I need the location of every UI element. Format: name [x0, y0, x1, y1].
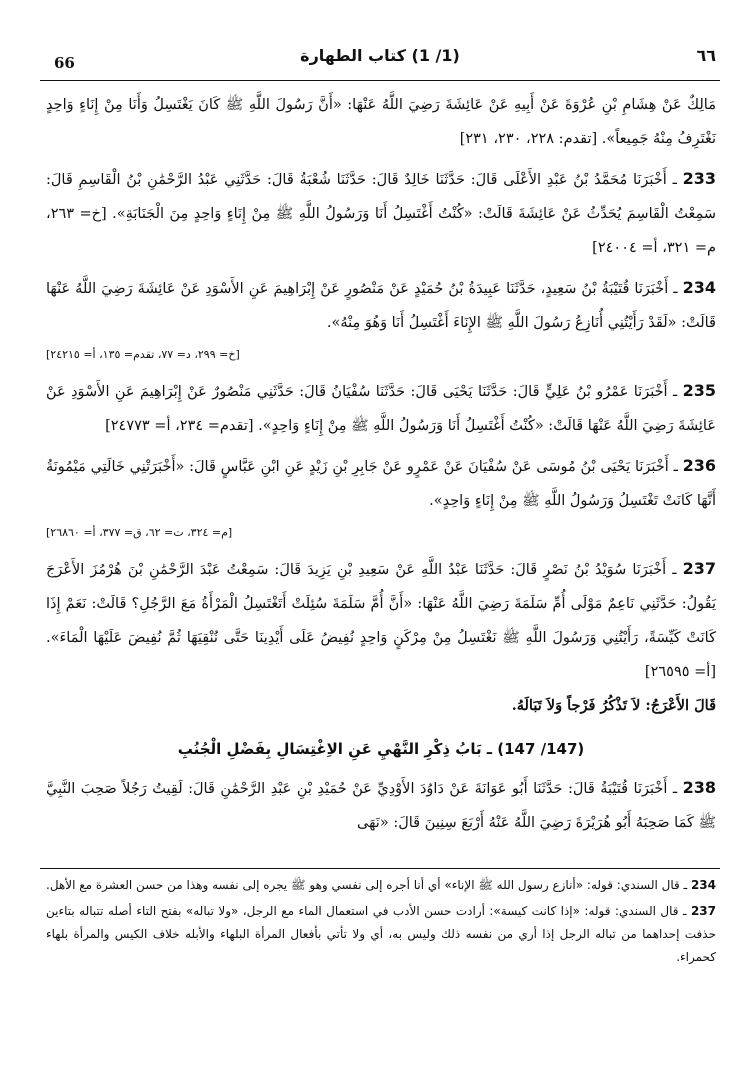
footnote-text: ـ قال السندي: قوله: «إذا كانت كيسة»: أرادت حسن الأدب في استعمال الماء مع الرجل، «ولا تباله» بفتح التاء أصله تتباله بتاءين حذفت إحداهما من تباله الرجل إذا أري من نفسه ذلك وليس به، أي ولا تأتي بأفعال المرأة البلهاء والأبله خلاف الكيس والمرأة بلهاء كحمراء.	[46, 904, 716, 964]
running-title: (1/ 1) كتاب الطهارة	[300, 46, 460, 65]
hadith-reference: [خ= ٢٩٩، د= ٧٧، تقدم= ١٣٥، أ= ٢٤٢١٥]	[46, 348, 240, 361]
hadith-237	[46, 552, 716, 689]
header-rule	[40, 80, 720, 81]
hadith-reference: [م= ٣٢٤، ت= ٦٢، ق= ٣٧٧، أ= ٢٦٨٦٠]	[46, 526, 233, 539]
hadith-233	[46, 162, 716, 265]
footnote-number: 237	[690, 904, 716, 918]
hadith-number: 235	[682, 381, 717, 400]
hadith-number: 234	[682, 278, 716, 297]
hadith-text: ـ أَخْبَرَنَا قُتَيْبَةُ قَالَ: حَدَّثَنَا أَبُو عَوَانَةَ عَنْ دَاوُدَ الأَوْدِيِّ عَنْ حُمَيْدِ بْنِ عَبْدِ الرَّحْمَٰنِ قَالَ: لَقِيتُ رَجُلاً صَحِبَ النَّبِيَّ ﷺ كَمَا صَحِبَهُ أَبُو هُرَيْرَةَ رَضِيَ اللَّهُ عَنْهُ أَرْبَعَ سِنِينَ قَالَ: «نَهَى	[46, 781, 716, 831]
hadith-note: قَالَ الأَعْرَجُ: لاَ تَذْكُرُ فَرْجاً وَلاَ تَبَالَهُ.	[511, 697, 716, 714]
continuation-paragraph: مَالِكٌ عَنْ هِشَامِ بْنِ عُرْوَةَ عَنْ أَبِيهِ عَنْ عَائِشَةَ رَضِيَ اللَّهُ عَنْهَا: «أَنَّ رَسُولَ اللَّهِ ﷺ كَانَ يَغْتَسِلُ وَأَنَا مِنْ إِنَاءٍ وَاحِدٍ نَغْتَرِفُ مِنْهُ جَمِيعاً». [تقدم: ٢٢٨، ٢٣٠، ٢٣١]	[46, 97, 716, 147]
footnote-rule	[40, 868, 720, 869]
hadith-text: ـ أَخْبَرَنَا مُحَمَّدُ بْنُ عَبْدِ الأَعْلَى قَالَ: حَدَّثَنَا خَالِدٌ قَالَ: حَدَّثَنَا شُعْبَةُ قَالَ: حَدَّثَنِي عَبْدُ الرَّحْمَٰنِ بْنُ الْقَاسِمِ قَالَ: سَمِعْتُ الْقَاسِمَ يُحَدِّثُ عَنْ عَائِشَةَ قَالَتْ: «كُنْتُ أَغْتَسِلُ أَنَا وَرَسُولُ اللَّهِ ﷺ مِنْ إِنَاءٍ وَاحِدٍ مِنَ الْجَنَابَةِ». [خ= ٢٦٣، م= ٣٢١، أ= ٢٤٠٠٤]	[46, 172, 716, 256]
hadith-text: ـ أَخْبَرَنَا يَحْيَى بْنُ مُوسَى عَنْ سُفْيَانَ عَنْ عَمْرٍو عَنْ جَابِرِ بْنِ زَيْدٍ عَنِ ابْنِ عَبَّاسٍ قَالَ: «أَخْبَرَتْنِي خَالَتِي مَيْمُونَةُ أَنَّهَا كَانَتْ تَغْتَسِلُ وَرَسُولُ اللَّهِ ﷺ مِنْ إِنَاءٍ وَاحِدٍ».	[46, 459, 716, 509]
footnotes	[46, 874, 716, 969]
chapter-heading: (147/ 147) ـ بَابُ ذِكْرِ النَّهْيِ عَنِ الاِغْتِسَالِ بِفَضْلِ الْجُنُبِ	[177, 740, 585, 758]
hadith-text: ـ أَخْبَرَنَا سُوَيْدُ بْنُ نَصْرٍ قَالَ: حَدَّثَنَا عَبْدُ اللَّهِ عَنْ سَعِيدِ بْنِ يَزِيدَ قَالَ: سَمِعْتُ عَبْدَ الرَّحْمَٰنِ بْنَ هُرْمُزَ الأَعْرَجَ يَقُولُ: حَدَّثَنِي نَاعِمٌ مَوْلَى أُمِّ سَلَمَةَ رَضِيَ اللَّهُ عَنْهَا: «أَنَّ أُمَّ سَلَمَةَ سُئِلَتْ أَتَغْتَسِلُ الْمَرْأَةُ مَعَ الرَّجُلِ؟ قَالَتْ: نَعَمْ إِذَا كَانَتْ كَيِّسَةً، رَأَيْتُنِي وَرَسُولَ اللَّهِ ﷺ نَغْتَسِلُ مِنْ مِرْكَنٍ وَاحِدٍ نُفِيضُ عَلَى أَيْدِينَا حَتَّى نُنْقِيَهَا ثُمَّ نُفِيضَ عَلَيْهَا الْمَاءَ». [أ= ٢٦٥٩٥]	[46, 562, 716, 680]
hadith-number: 236	[682, 456, 716, 475]
footnote-text: ـ قال السندي: قوله: «أنازع رسول الله ﷺ الإناء» أي أنا أجره إلى نفسي وهو ﷺ يجره إلى نفسه وهذا من حسن العشرة مع الأهل.	[46, 878, 688, 892]
hadith-text: ـ أَخْبَرَنَا قُتَيْبَةُ بْنُ سَعِيدٍ، حَدَّثَنَا عَبِيدَةُ بْنُ حُمَيْدٍ عَنْ مَنْصُورٍ عَنْ إِبْرَاهِيمَ عَنِ الأَسْوَدِ عَنْ عَائِشَةَ رَضِيَ اللَّهُ عَنْهَا قَالَتْ: «لَقَدْ رَأَيْتُنِي أُنَازِعُ رَسُولَ اللَّهِ ﷺ الإِنَاءَ أَغْتَسِلُ أَنَا وَهُوَ مِنْهُ».	[46, 281, 716, 331]
hadith-235	[46, 374, 716, 443]
hadith-number: 238	[682, 778, 717, 797]
page-header	[40, 40, 720, 76]
main-text	[46, 88, 716, 840]
hadith-234	[46, 271, 716, 340]
hadith-236	[46, 449, 716, 518]
hadith-number: 237	[682, 559, 717, 578]
hadith-238	[46, 771, 716, 840]
footnote-237	[46, 900, 716, 969]
footnote-number: 234	[690, 878, 716, 892]
hadith-text: ـ أَخْبَرَنَا عَمْرُو بْنُ عَلِيٍّ قَالَ: حَدَّثَنَا يَحْيَى قَالَ: حَدَّثَنَا سُفْيَانُ قَالَ: حَدَّثَنِي مَنْصُورٌ عَنْ إِبْرَاهِيمَ عَنِ الأَسْوَدِ عَنْ عَائِشَةَ رَضِيَ اللَّهُ عَنْهَا قَالَتْ: «كُنْتُ أَغْتَسِلُ أَنَا وَرَسُولُ اللَّهِ ﷺ مِنْ إِنَاءٍ وَاحِدٍ». [تقدم= ٢٣٤، أ= ٢٤٧٧٣]	[46, 384, 716, 434]
hadith-number: 233	[682, 169, 717, 188]
page-number-latin: 66	[54, 54, 75, 72]
page-number-arabic: ٦٦	[696, 46, 716, 65]
footnote-234	[46, 874, 716, 897]
